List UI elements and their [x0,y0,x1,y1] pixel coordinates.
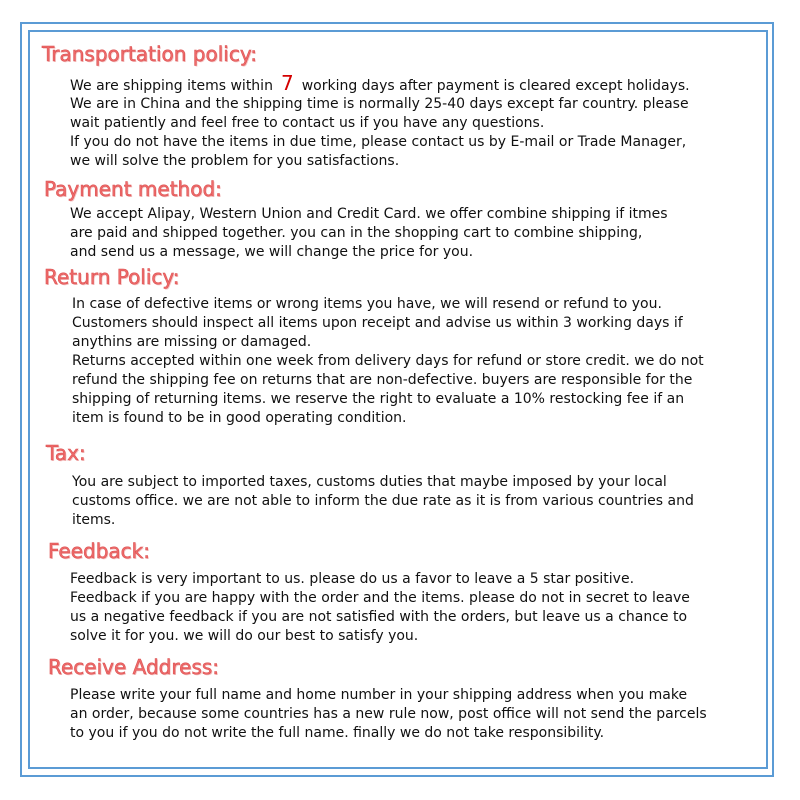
transportation-line: we will solve the problem for you satisfactions. [70,153,400,169]
transportation-line-start: We are shipping items within [70,78,273,94]
receive-address-text [70,686,707,743]
receive-address-heading: Receive Address: [48,655,220,679]
transportation-line: We are in China and the shipping time is normally 25-40 days except far country. please [70,96,689,112]
transportation-line-end: working days after payment is cleared except holidays. [301,78,690,94]
feedback-text [70,570,690,646]
transportation-heading: Transportation policy: [42,42,257,66]
return-policy-line: Customers should inspect all items upon receipt and advise us within 3 working days if [72,315,683,331]
tax-line: items. [72,512,116,528]
feedback-line: Feedback if you are happy with the order and the items. please do not in secret to leave [70,590,690,606]
transportation-line: wait patiently and feel free to contact us if you have any questions. [70,115,545,131]
return-policy-line: anythins are missing or damaged. [72,334,312,350]
tax-heading: Tax: [46,441,86,465]
transportation-text [70,71,690,171]
payment-line: are paid and shipped together. you can in the shopping cart to combine shipping, [70,225,643,241]
return-policy-line: refund the shipping fee on returns that are non-defective. buyers are responsible for the [72,372,693,388]
receive-address-line: Please write your full name and home number in your shipping address when you make [70,687,688,703]
payment-line: and send us a message, we will change the price for you. [70,244,474,260]
return-policy-line: shipping of returning items. we reserve the right to evaluate a 10% restocking fee if an [72,391,685,407]
return-policy-line: Returns accepted within one week from delivery days for refund or store credit. we do not [72,353,704,369]
receive-address-line: an order, because some countries has a new rule now, post office will not send the parcels [70,706,707,722]
payment-line: We accept Alipay, Western Union and Credit Card. we offer combine shipping if itmes [70,206,668,222]
tax-line: You are subject to imported taxes, customs duties that maybe imposed by your local [72,474,667,490]
receive-address-line: to you if you do not write the full name. finally we do not take responsibility. [70,725,605,741]
payment-text [70,205,668,262]
return-policy-text [72,295,704,428]
return-policy-line: In case of defective items or wrong items you have, we will resend or refund to you. [72,296,662,312]
return-policy-heading: Return Policy: [44,265,180,289]
return-policy-line: item is found to be in good operating condition. [72,410,407,426]
feedback-line: Feedback is very important to us. please do us a favor to leave a 5 star positive. [70,571,635,587]
tax-text [72,473,694,530]
tax-line: customs office. we are not able to inform the due rate as it is from various countries and [72,493,694,509]
shipping-days-number: 7 [280,71,294,95]
transportation-line: If you do not have the items in due time, please contact us by E-mail or Trade Manager, [70,134,687,150]
transportation-line [70,71,690,95]
feedback-line: us a negative feedback if you are not satisfied with the orders, but leave us a chance to [70,609,688,625]
payment-heading: Payment method: [44,177,222,201]
feedback-line: solve it for you. we will do our best to satisfy you. [70,628,419,644]
feedback-heading: Feedback: [48,539,150,563]
